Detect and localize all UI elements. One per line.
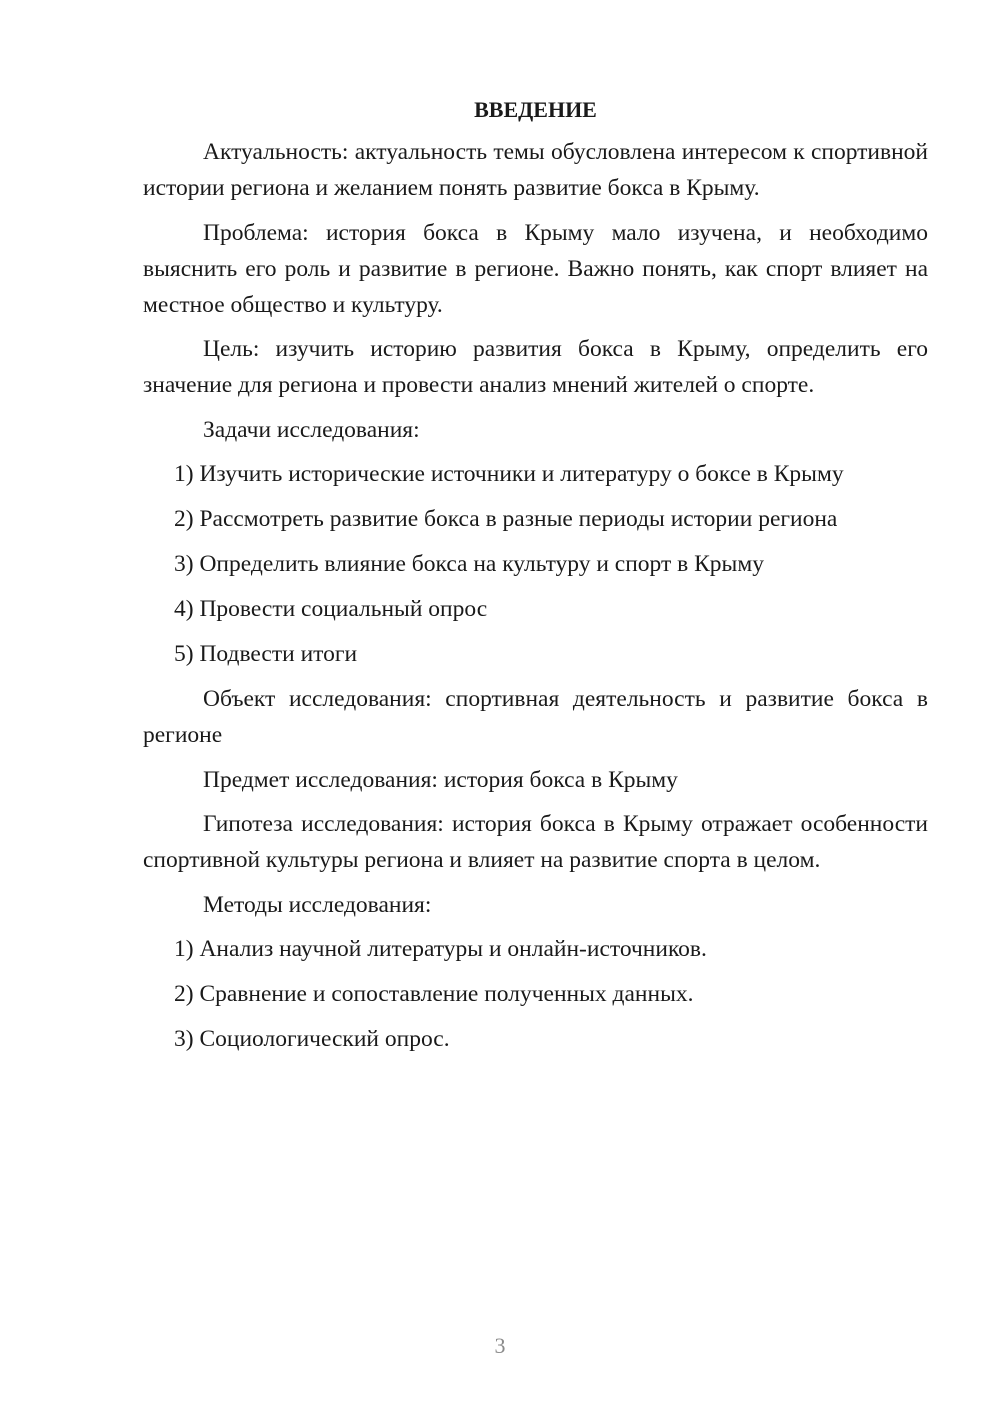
method-item: 3) Социологический опрос.: [174, 1026, 450, 1052]
methods-heading: Методы исследования:: [203, 891, 432, 918]
problem-paragraph: Проблема: история бокса в Крыму мало изучена, и необходимо выяснить его роль и развитие в регионе. Важно понять, как спорт влияет на местное общество и культуру.: [143, 219, 928, 318]
page-title: ВВЕДЕНИЕ: [474, 97, 597, 122]
goal-paragraph: Цель: изучить историю развития бокса в Крыму, определить его значение для региона и провести анализ мнений жителей о спорте.: [143, 336, 928, 398]
task-item: 2) Рассмотреть развитие бокса в разные периоды истории региона: [174, 506, 838, 532]
tasks-heading: Задачи исследования:: [203, 416, 420, 443]
object-paragraph: Объект исследования: спортивная деятельность и развитие бокса в регионе: [143, 686, 928, 748]
method-item: 1) Анализ научной литературы и онлайн-источников.: [174, 936, 707, 962]
task-item: 3) Определить влияние бокса на культуру и спорт в Крыму: [174, 551, 764, 577]
page-content: [143, 92, 928, 1066]
page-number: 3: [494, 1333, 506, 1358]
relevance-paragraph: Актуальность: актуальность темы обусловлена интересом к спортивной истории региона и желанием понять развитие бокса в Крыму.: [143, 139, 928, 201]
task-item: 4) Провести социальный опрос: [174, 596, 488, 622]
task-item: 5) Подвести итоги: [174, 641, 358, 667]
task-item: 1) Изучить исторические источники и литературу о боксе в Крыму: [174, 461, 844, 487]
hypothesis-paragraph: Гипотеза исследования: история бокса в Крыму отражает особенности спортивной культуры региона и влияет на развитие спорта в целом.: [143, 811, 928, 873]
subject-paragraph: Предмет исследования: история бокса в Крыму: [203, 766, 678, 793]
method-item: 2) Сравнение и сопоставление полученных данных.: [174, 981, 694, 1007]
